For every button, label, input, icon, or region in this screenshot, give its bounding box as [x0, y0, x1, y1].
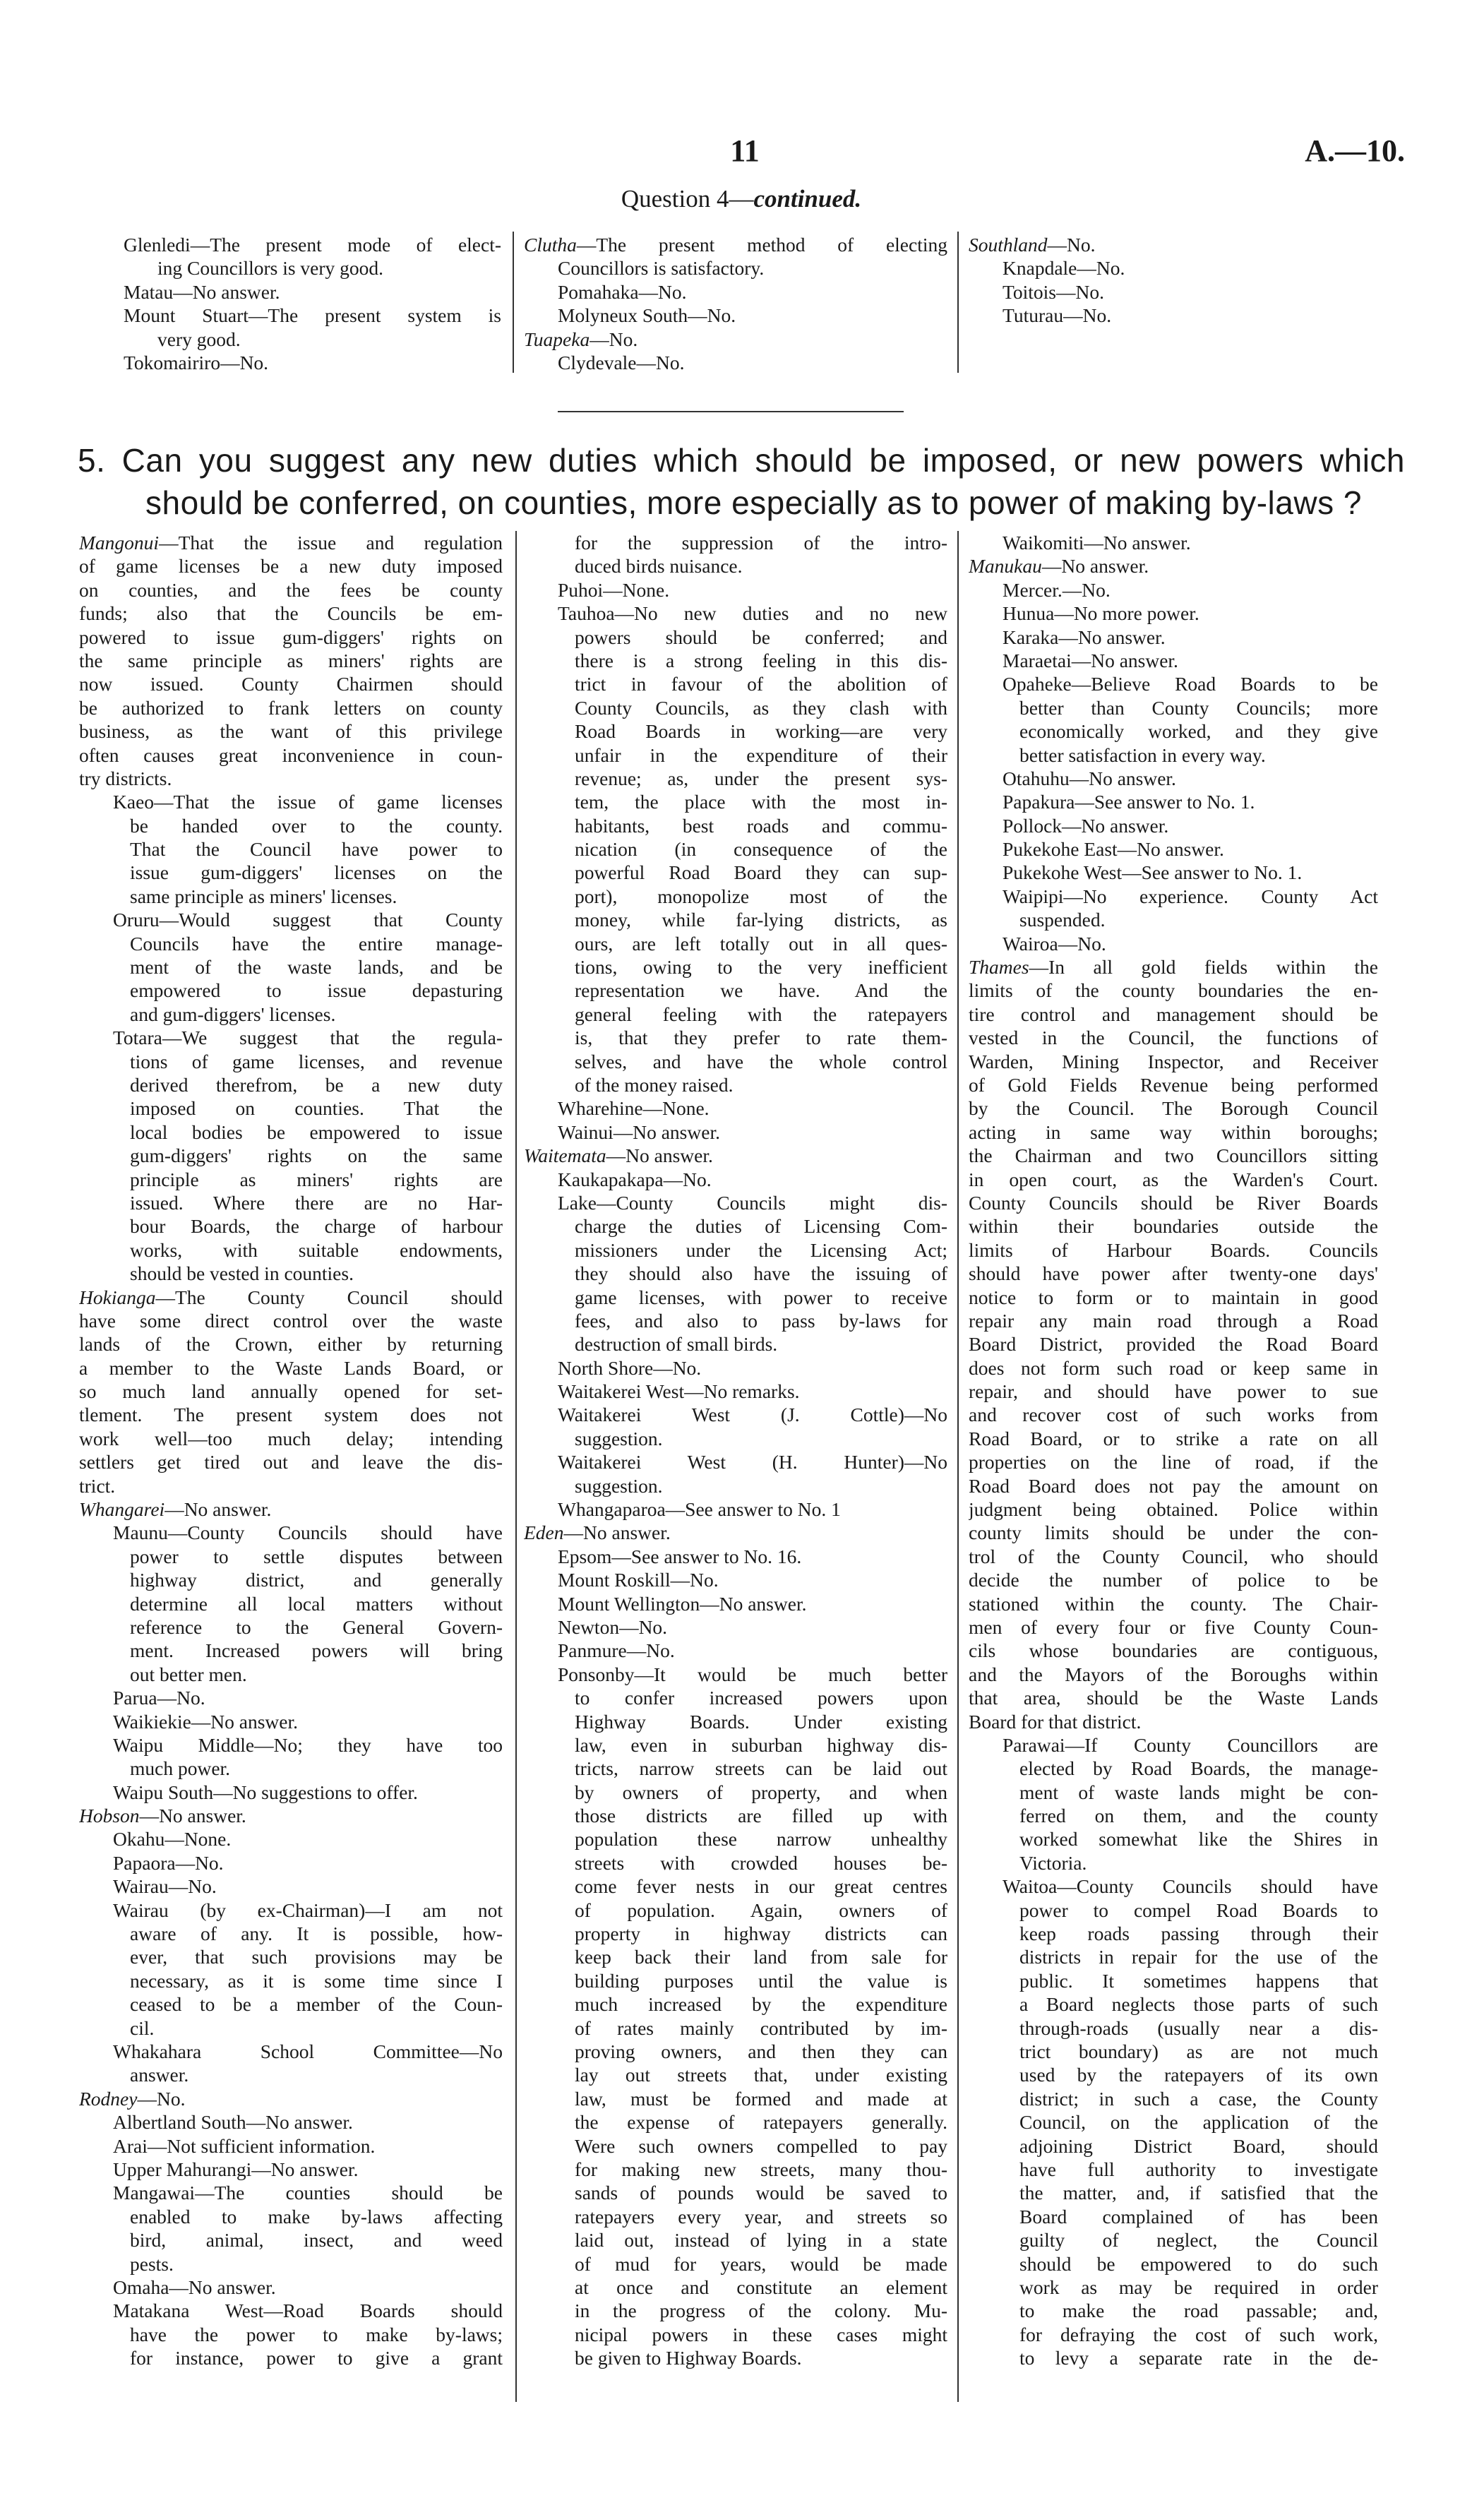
- text-line: habitants, best roads and commu-: [575, 814, 947, 837]
- text-line: at once and constitute an element: [575, 2276, 947, 2298]
- text-line: Mount Stuart—The present system is: [124, 304, 501, 327]
- text-line: for the suppression of the intro-: [575, 532, 947, 554]
- text-line: work as may be required in order: [1019, 2276, 1378, 2298]
- text-line: lands of the Crown, either by returning: [79, 1333, 503, 1356]
- text-line: unfair in the expenditure of their: [575, 743, 947, 766]
- text-line: County Councils, as they clash with: [575, 696, 947, 719]
- text-line: Waitoa—County Councils should have: [1003, 1875, 1378, 1898]
- text-line: Papaora—No.: [113, 1851, 224, 1874]
- text-line: Karaka—No answer.: [1003, 626, 1166, 648]
- text-line: Glenledi—The present mode of elect-: [124, 234, 501, 256]
- text-line: limits of the county boundaries the en-: [969, 979, 1378, 1002]
- text-line: by owners of property, and when: [575, 1781, 947, 1803]
- text-line: much power.: [130, 1757, 231, 1780]
- text-line: property in highway districts can: [575, 1923, 947, 1945]
- text-line: population these narrow unhealthy: [575, 1828, 947, 1851]
- text-line: Tokomairiro—No.: [124, 351, 269, 373]
- text-line: have full authority to investigate: [1019, 2158, 1378, 2180]
- answers-column-3: [969, 531, 1378, 2369]
- text-line: Wairau—No.: [113, 1875, 217, 1898]
- text-line: Road Board does not pay the amount on: [969, 1474, 1378, 1497]
- question-5-line-1: 5. Can you suggest any new duties which should be imposed, or new powers which: [78, 442, 1405, 479]
- text-line: acting in same way within boroughs;: [969, 1120, 1378, 1143]
- text-line: Waitakerei West (H. Hunter)—No: [558, 1451, 947, 1473]
- text-line: Highway Boards. Under existing: [575, 1710, 947, 1733]
- text-line: ment of the waste lands, and be: [130, 956, 503, 979]
- text-line: so much land annually opened for set-: [79, 1380, 503, 1403]
- text-line: come fever nests in our great centres: [575, 1875, 947, 1898]
- text-line: Road Boards in working—are very: [575, 720, 947, 743]
- text-line: Pukekohe East—No answer.: [1003, 838, 1224, 861]
- text-line: destruction of small birds.: [575, 1333, 778, 1356]
- column-divider-2: [957, 531, 959, 2402]
- text-line: Whakahara School Committee—No: [113, 2040, 503, 2062]
- county-name: Hokianga: [79, 1286, 156, 1308]
- text-line: public. It sometimes happens that: [1019, 1969, 1378, 1992]
- text-line: guilty of neglect, the Council: [1019, 2229, 1378, 2252]
- text-line: Mangonui—That the issue and regulation: [79, 532, 503, 554]
- text-line: answer.: [130, 2064, 189, 2086]
- text-line: on counties, and the fees be county: [79, 578, 503, 601]
- text-line: ing Councillors is very good.: [157, 257, 384, 280]
- text-line: Pukekohe West—See answer to No. 1.: [1003, 861, 1303, 884]
- text-line: much increased by the expenditure: [575, 1993, 947, 2016]
- text-line: judgment being obtained. Police within: [969, 1498, 1378, 1521]
- text-line: cil.: [130, 2016, 155, 2039]
- text-line: building purposes until the value is: [575, 1969, 947, 1992]
- text-line: Waitakerei West—No remarks.: [558, 1380, 800, 1403]
- text-line: tlement. The present system does not: [79, 1404, 503, 1426]
- text-line: trict boundary) as are not much: [1019, 2040, 1378, 2062]
- text-line: within their boundaries outside the: [969, 1215, 1378, 1238]
- text-line: Kaukapakapa—No.: [558, 1168, 712, 1190]
- text-line: Kaeo—That the issue of game licenses: [113, 791, 503, 813]
- text-line: notice to form or to maintain in good: [969, 1286, 1378, 1308]
- text-line: Eden—No answer.: [524, 1521, 671, 1544]
- county-name: Waitemata: [524, 1144, 606, 1167]
- text-line: vested in the Council, the functions of: [969, 1027, 1378, 1049]
- text-line: properties on the line of road, if the: [969, 1451, 1378, 1473]
- text-line: Otahuhu—No answer.: [1003, 767, 1176, 789]
- text-line: elected by Road Boards, the manage-: [1019, 1757, 1378, 1780]
- text-line: district; in such a case, the County: [1019, 2087, 1378, 2110]
- text-line: power to compel Road Boards to: [1019, 1899, 1378, 1921]
- text-line: the expense of ratepayers generally.: [575, 2111, 947, 2134]
- text-line: of Gold Fields Revenue being performed: [969, 1073, 1378, 1096]
- text-line: Board for that district.: [969, 1710, 1142, 1733]
- text-line: Councillors is satisfactory.: [558, 257, 765, 280]
- text-line: is, that they prefer to rate them-: [575, 1027, 947, 1049]
- text-line: now issued. County Chairmen should: [79, 673, 503, 695]
- text-line: of the money raised.: [575, 1073, 734, 1096]
- text-line: of mud for years, would be made: [575, 2252, 947, 2275]
- column-divider-1: [515, 531, 517, 2402]
- text-line: and the Mayors of the Boroughs within: [969, 1663, 1378, 1685]
- text-line: to levy a separate rate in the de-: [1019, 2347, 1378, 2369]
- text-line: Hunua—No more power.: [1003, 602, 1199, 625]
- text-line: tire control and management should be: [969, 1003, 1378, 1025]
- text-line: ours, are left totally out in all ques-: [575, 932, 947, 955]
- text-line: imposed on counties. That the: [130, 1097, 503, 1120]
- text-line: Warden, Mining Inspector, and Receiver: [969, 1050, 1378, 1072]
- text-line: Rodney—No.: [79, 2087, 186, 2110]
- text-line: Epsom—See answer to No. 16.: [558, 1545, 802, 1567]
- text-line: County Councils should be River Boards: [969, 1191, 1378, 1214]
- text-line: That the Council have power to: [130, 838, 503, 861]
- text-line: the same principle as miners' rights are: [79, 649, 503, 671]
- text-line: Knapdale—No.: [1003, 257, 1125, 280]
- county-name: Manukau: [969, 555, 1042, 578]
- text-line: fees, and also to pass by-laws for: [575, 1309, 947, 1332]
- text-line: bird, animal, insect, and weed: [130, 2229, 503, 2252]
- text-line: Parua—No.: [113, 1687, 205, 1709]
- text-line: Tauhoa—No new duties and no new: [558, 602, 947, 625]
- text-line: Whangarei—No answer.: [79, 1498, 272, 1521]
- text-line: Waipu Middle—No; they have too: [113, 1733, 503, 1756]
- text-line: Albertland South—No answer.: [113, 2111, 353, 2134]
- text-line: empowered to issue depasturing: [130, 979, 503, 1002]
- text-line: works, with suitable endowments,: [130, 1238, 503, 1261]
- text-line: port), monopolize most of the: [575, 885, 947, 907]
- text-line: Board complained of has been: [1019, 2205, 1378, 2228]
- county-name: Thames: [969, 956, 1029, 979]
- text-line: settlers get tired out and leave the dis-: [79, 1451, 503, 1473]
- text-line: funds; also that the Councils be em-: [79, 602, 503, 625]
- text-line: charge the duties of Licensing Com-: [575, 1215, 947, 1238]
- text-line: Waitakerei West (J. Cottle)—No: [558, 1404, 947, 1426]
- text-line: laid out, instead of lying in a state: [575, 2229, 947, 2252]
- text-line: very good.: [157, 328, 241, 350]
- county-name: Tuapeka: [524, 328, 590, 350]
- text-line: Hokianga—The County Council should: [79, 1286, 503, 1308]
- text-line: of population. Again, owners of: [575, 1899, 947, 1921]
- text-line: keep back their land from sale for: [575, 1946, 947, 1968]
- text-line: necessary, as it is some time since I: [130, 1969, 503, 1992]
- text-line: Tuturau—No.: [1003, 304, 1112, 327]
- q4-column-2: [524, 233, 947, 374]
- text-line: by the Council. The Borough Council: [969, 1097, 1378, 1120]
- q4-column-divider-1: [513, 232, 514, 373]
- text-line: county limits should be under the con-: [969, 1521, 1378, 1544]
- text-line: trol of the County Council, who should: [969, 1545, 1378, 1567]
- county-name: Clutha: [524, 234, 577, 256]
- text-line: repair, and should have power to sue: [969, 1380, 1378, 1403]
- text-line: for instance, power to give a grant: [130, 2347, 503, 2369]
- text-line: general feeling with the ratepayers: [575, 1003, 947, 1025]
- text-line: trict in favour of the abolition of: [575, 673, 947, 695]
- document-reference: A.—10.: [1305, 133, 1405, 168]
- text-line: ment of waste lands might be con-: [1019, 1781, 1378, 1803]
- text-line: they should also have the issuing of: [575, 1262, 947, 1285]
- text-line: men of every four or five County Coun-: [969, 1615, 1378, 1638]
- text-line: Tuapeka—No.: [524, 328, 638, 350]
- text-line: highway district, and generally: [130, 1569, 503, 1591]
- text-line: Councils have the entire manage-: [130, 932, 503, 955]
- text-line: pests.: [130, 2252, 174, 2275]
- text-line: Newton—No.: [558, 1615, 668, 1638]
- text-line: to confer increased powers upon: [575, 1687, 947, 1709]
- text-line: worked somewhat like the Shires in: [1019, 1828, 1378, 1851]
- text-line: through-roads (usually near a dis-: [1019, 2016, 1378, 2039]
- county-name: Southland: [969, 234, 1048, 256]
- text-line: Waikomiti—No answer.: [1003, 532, 1191, 554]
- text-line: Wharehine—None.: [558, 1097, 710, 1120]
- text-line: better than County Councils; more: [1019, 696, 1378, 719]
- text-line: duced birds nuisance.: [575, 555, 743, 578]
- text-line: tem, the place with the most in-: [575, 791, 947, 813]
- text-line: ment. Increased powers will bring: [130, 1639, 503, 1662]
- text-line: cils whose boundaries are contiguous,: [969, 1639, 1378, 1662]
- text-line: power to settle disputes between: [130, 1545, 503, 1567]
- text-line: nicipal powers in these cases might: [575, 2323, 947, 2345]
- county-name: Mangonui: [79, 532, 160, 554]
- answers-column-1: [79, 531, 503, 2369]
- text-line: does not form such road or keep same in: [969, 1356, 1378, 1379]
- text-line: Wainui—No answer.: [558, 1120, 720, 1143]
- text-line: Mount Roskill—No.: [558, 1569, 719, 1591]
- text-line: law, even in suburban highway dis-: [575, 1733, 947, 1756]
- text-line: Victoria.: [1019, 1851, 1087, 1874]
- text-line: Pollock—No answer.: [1003, 814, 1169, 837]
- text-line: the Chairman and two Councillors sitting: [969, 1144, 1378, 1167]
- text-line: streets with crowded houses be-: [575, 1851, 947, 1874]
- text-line: tions, owing to the very inefficient: [575, 956, 947, 979]
- text-line: reference to the General Govern-: [130, 1615, 503, 1638]
- text-line: Panmure—No.: [558, 1639, 675, 1662]
- text-line: have the power to make by-laws;: [130, 2323, 503, 2345]
- text-line: Whangaparoa—See answer to No. 1: [558, 1498, 841, 1521]
- text-line: the matter, and, if satisfied that the: [1019, 2182, 1378, 2204]
- text-line: principle as miners' rights are: [130, 1168, 503, 1190]
- text-line: Arai—Not sufficient information.: [113, 2134, 376, 2157]
- text-line: should have power after twenty-one days': [969, 1262, 1378, 1285]
- text-line: for making new streets, many thou-: [575, 2158, 947, 2180]
- text-line: Board District, provided the Road Board: [969, 1333, 1378, 1356]
- text-line: Waipu South—No suggestions to offer.: [113, 1781, 418, 1803]
- text-line: issued. Where there are no Har-: [130, 1191, 503, 1214]
- question-continued: continued.: [753, 185, 862, 213]
- text-line: decide the number of police to be: [969, 1569, 1378, 1591]
- text-line: Clutha—The present method of electing: [524, 234, 947, 256]
- text-line: for defraying the cost of such work,: [1019, 2323, 1378, 2345]
- text-line: Omaha—No answer.: [113, 2276, 276, 2298]
- text-line: tricts, narrow streets can be laid out: [575, 1757, 947, 1780]
- text-line: money, while far-lying districts, as: [575, 909, 947, 931]
- text-line: law, must be formed and made at: [575, 2087, 947, 2110]
- text-line: revenue; as, under the present sys-: [575, 767, 947, 789]
- answers-column-2: [524, 531, 947, 2369]
- text-line: in the progress of the colony. Mu-: [575, 2300, 947, 2322]
- text-line: should be empowered to do such: [1019, 2252, 1378, 2275]
- text-line: determine all local matters without: [130, 1592, 503, 1615]
- text-line: Waipipi—No experience. County Act: [1003, 885, 1378, 907]
- text-line: Council, on the application of the: [1019, 2111, 1378, 2134]
- text-line: ceased to be a member of the Coun-: [130, 1993, 503, 2016]
- text-line: aware of any. It is possible, how-: [130, 1923, 503, 1945]
- text-line: Waitemata—No answer.: [524, 1144, 713, 1167]
- text-line: Parawai—If County Councillors are: [1003, 1733, 1378, 1756]
- question-5-line-2: should be conferred, on counties, more especially as to power of making by-laws ?: [145, 484, 1362, 521]
- text-line: of game licenses be a new duty imposed: [79, 555, 503, 578]
- text-line: keep roads passing through their: [1019, 1923, 1378, 1945]
- text-line: stationed within the county. The Chair-: [969, 1592, 1378, 1615]
- text-line: Wairau (by ex-Chairman)—I am not: [113, 1899, 503, 1921]
- text-line: limits of Harbour Boards. Councils: [969, 1238, 1378, 1261]
- county-name: Rodney: [79, 2087, 138, 2110]
- text-line: derived therefrom, be a new duty: [130, 1073, 503, 1096]
- text-line: local bodies be empowered to issue: [130, 1120, 503, 1143]
- text-line: Toitois—No.: [1003, 280, 1104, 303]
- text-line: districts in repair for the use of the: [1019, 1946, 1378, 1968]
- text-line: game licenses, with power to receive: [575, 1286, 947, 1308]
- text-line: Oruru—Would suggest that County: [113, 909, 503, 931]
- text-line: Papakura—See answer to No. 1.: [1003, 791, 1255, 813]
- text-line: economically worked, and they give: [1019, 720, 1378, 743]
- question-5: [78, 439, 1405, 524]
- text-line: Opaheke—Believe Road Boards to be: [1003, 673, 1378, 695]
- text-line: selves, and have the whole control: [575, 1050, 947, 1072]
- text-line: Totara—We suggest that the regula-: [113, 1027, 503, 1049]
- text-line: tions of game licenses, and revenue: [130, 1050, 503, 1072]
- text-line: Thames—In all gold fields within the: [969, 956, 1378, 979]
- text-line: Pomahaka—No.: [558, 280, 687, 303]
- text-line: ratepayers every year, and streets so: [575, 2205, 947, 2228]
- text-line: should be vested in counties.: [130, 1262, 354, 1285]
- text-line: Molyneux South—No.: [558, 304, 736, 327]
- text-line: Were such owners compelled to pay: [575, 2134, 947, 2157]
- text-line: Wairoa—No.: [1003, 932, 1106, 955]
- text-line: powered to issue gum-diggers' rights on: [79, 626, 503, 648]
- text-line: try districts.: [79, 767, 172, 789]
- text-line: better satisfaction in every way.: [1019, 743, 1266, 766]
- text-line: in open court, as the Warden's Court.: [969, 1168, 1378, 1190]
- text-line: Mount Wellington—No answer.: [558, 1592, 807, 1615]
- text-line: ferred on them, and the county: [1019, 1805, 1378, 1827]
- page-number: 11: [730, 133, 760, 168]
- text-line: nication (in consequence of the: [575, 838, 947, 861]
- county-name: Hobson: [79, 1805, 140, 1827]
- text-line: powers should be conferred; and: [575, 626, 947, 648]
- text-line: Matakana West—Road Boards should: [113, 2300, 503, 2322]
- text-line: have some direct control over the waste: [79, 1309, 503, 1332]
- q4-column-1: [124, 233, 501, 374]
- text-line: ever, that such provisions may be: [130, 1946, 503, 1968]
- text-line: enabled to make by-laws affecting: [130, 2205, 503, 2228]
- text-line: missioners under the Licensing Act;: [575, 1238, 947, 1261]
- text-line: Ponsonby—It would be much better: [558, 1663, 947, 1685]
- text-line: to make the road passable; and,: [1019, 2300, 1378, 2322]
- text-line: Road Board, or to strike a rate on all: [969, 1427, 1378, 1449]
- text-line: of rates mainly contributed by im-: [575, 2016, 947, 2039]
- text-line: Puhoi—None.: [558, 578, 670, 601]
- text-line: Okahu—None.: [113, 1828, 232, 1851]
- text-line: Maraetai—No answer.: [1003, 649, 1178, 671]
- text-line: a member to the Waste Lands Board, or: [79, 1356, 503, 1379]
- text-line: there is a strong feeling in this dis-: [575, 649, 947, 671]
- text-line: and gum-diggers' licenses.: [130, 1003, 336, 1025]
- text-line: proving owners, and then they can: [575, 2040, 947, 2062]
- text-line: representation we have. And the: [575, 979, 947, 1002]
- text-line: suggestion.: [575, 1427, 663, 1449]
- question-heading: [494, 185, 988, 213]
- text-line: repair any main road through a Road: [969, 1309, 1378, 1332]
- text-line: sands of pounds would be saved to: [575, 2182, 947, 2204]
- text-line: Maunu—County Councils should have: [113, 1521, 503, 1544]
- text-line: Manukau—No answer.: [969, 555, 1149, 578]
- text-line: Upper Mahurangi—No answer.: [113, 2158, 359, 2180]
- section-divider: [558, 411, 904, 412]
- text-line: and recover cost of such works from: [969, 1404, 1378, 1426]
- text-line: often causes great inconvenience in coun-: [79, 743, 503, 766]
- q4-column-3: [969, 233, 1350, 328]
- text-line: Mercer.—No.: [1003, 578, 1111, 601]
- text-line: those districts are filled up with: [575, 1805, 947, 1827]
- question-label: Question 4—: [621, 185, 754, 213]
- text-line: Matau—No answer.: [124, 280, 280, 303]
- text-line: that area, should be the Waste Lands: [969, 1687, 1378, 1709]
- county-name: Whangarei: [79, 1498, 165, 1521]
- text-line: suspended.: [1019, 909, 1106, 931]
- q4-column-divider-2: [957, 232, 959, 373]
- text-line: be given to Highway Boards.: [575, 2347, 802, 2369]
- text-line: trict.: [79, 1474, 116, 1497]
- text-line: gum-diggers' rights on the same: [130, 1144, 503, 1167]
- text-line: North Shore—No.: [558, 1356, 702, 1379]
- text-line: Southland—No.: [969, 234, 1096, 256]
- text-line: a Board neglects those parts of such: [1019, 1993, 1378, 2016]
- text-line: Waikiekie—No answer.: [113, 1710, 299, 1733]
- text-line: adjoining District Board, should: [1019, 2134, 1378, 2157]
- text-line: suggestion.: [575, 1474, 663, 1497]
- text-line: be handed over to the county.: [130, 814, 503, 837]
- text-line: Mangawai—The counties should be: [113, 2182, 503, 2204]
- text-line: Hobson—No answer.: [79, 1805, 246, 1827]
- text-line: work well—too much delay; intending: [79, 1427, 503, 1449]
- text-line: same principle as miners' licenses.: [130, 885, 397, 907]
- text-line: be authorized to frank letters on county: [79, 696, 503, 719]
- county-name: Eden: [524, 1521, 564, 1544]
- text-line: out better men.: [130, 1663, 247, 1685]
- text-line: Lake—County Councils might dis-: [558, 1191, 947, 1214]
- text-line: bour Boards, the charge of harbour: [130, 1215, 503, 1238]
- text-line: used by the ratepayers of its own: [1019, 2064, 1378, 2086]
- text-line: lay out streets that, under existing: [575, 2064, 947, 2086]
- text-line: powerful Road Board they can sup-: [575, 861, 947, 884]
- text-line: Clydevale—No.: [558, 351, 685, 373]
- text-line: issue gum-diggers' licenses on the: [130, 861, 503, 884]
- text-line: business, as the want of this privilege: [79, 720, 503, 743]
